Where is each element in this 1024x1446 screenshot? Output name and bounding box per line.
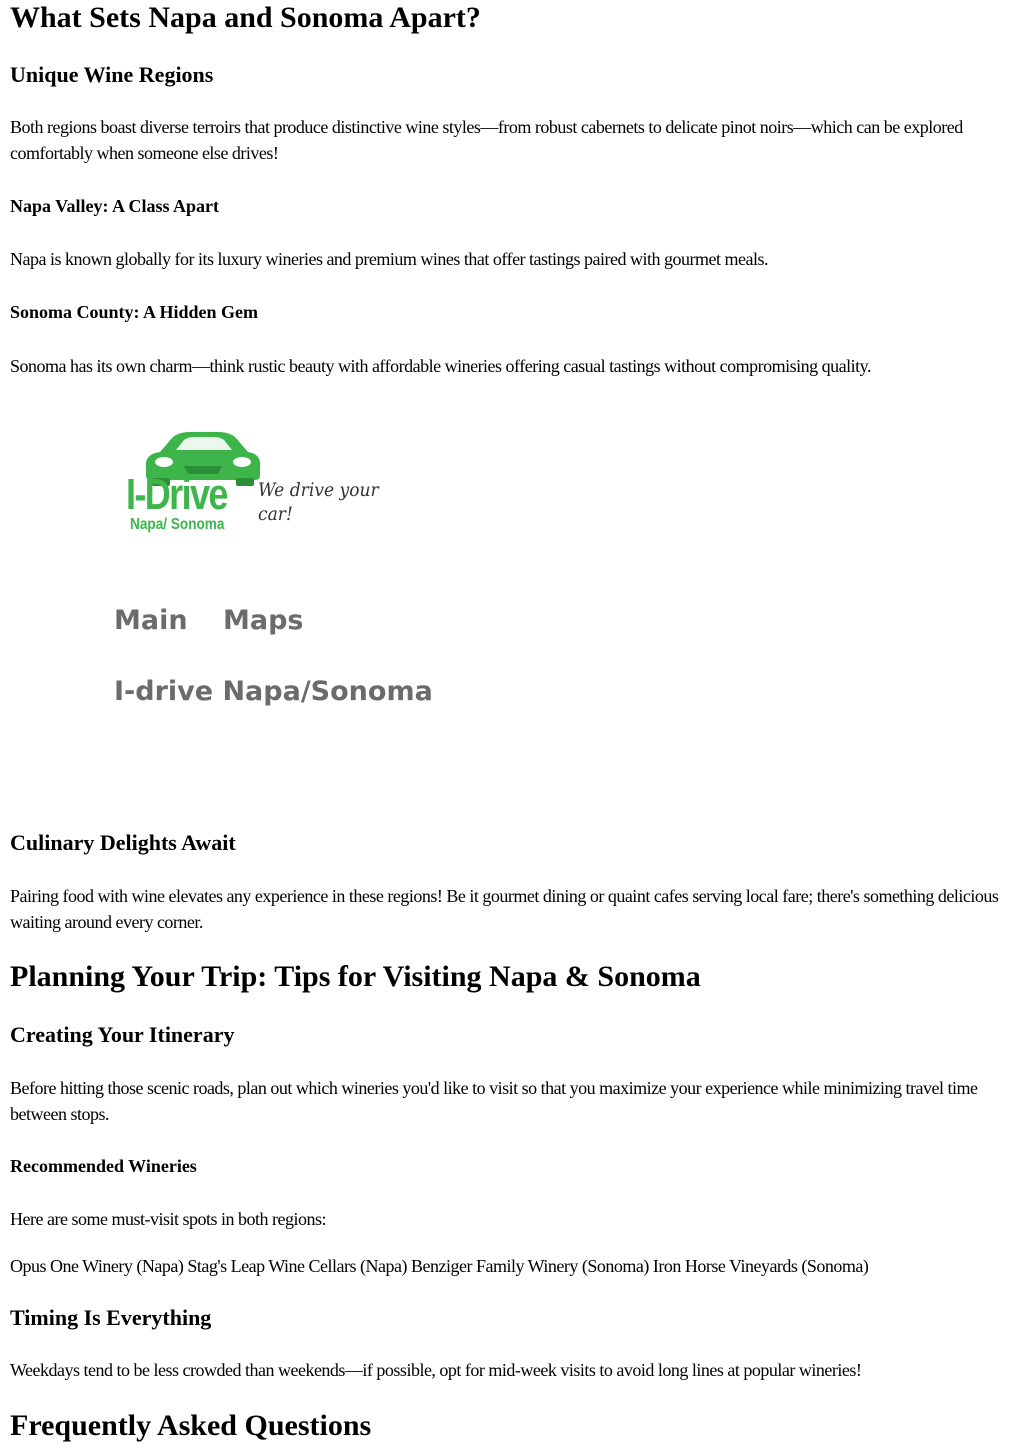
paragraph-wineries-intro: Here are some must-visit spots in both regions: [10, 1209, 326, 1229]
logo-subtitle: Napa/ Sonoma [130, 516, 225, 533]
paragraph-unique-wine-regions: Both regions boast diverse terroirs that produce distinctive wine styles—from robust cabernets to delicate pinot noirs—which can be explored comfortably when someone else drives! [10, 117, 963, 163]
heading-unique-wine-regions: Unique Wine Regions [10, 62, 214, 87]
heading-sonoma-county: Sonoma County: A Hidden Gem [10, 302, 259, 322]
heading-culinary-delights: Culinary Delights Await [10, 830, 236, 855]
idrive-logo[interactable] [120, 428, 410, 538]
paragraph-creating-itinerary: Before hitting those scenic roads, plan out which wineries you'd like to visit so that you maximize your experience while minimizing travel time between stops. [10, 1078, 978, 1124]
heading-timing-is-everything: Timing Is Everything [10, 1305, 212, 1330]
paragraph-timing: Weekdays tend to be less crowded than weekends—if possible, opt for mid-week visits to avoid long lines at popular wineries! [10, 1360, 862, 1380]
nav-link-main[interactable]: Main [114, 605, 188, 636]
wineries-list: Opus One Winery (Napa) Stag's Leap Wine Cellars (Napa) Benziger Family Winery (Sonoma) Iron Horse Vineyards (Sonoma) [10, 1256, 869, 1276]
section-title-planning-trip: Planning Your Trip: Tips for Visiting Napa & Sonoma [10, 960, 701, 993]
heading-creating-itinerary: Creating Your Itinerary [10, 1022, 235, 1047]
site-name-link[interactable]: I-drive Napa/Sonoma [114, 676, 433, 707]
paragraph-sonoma-county: Sonoma has its own charm—think rustic beauty with affordable wineries offering casual tastings without compromising quality. [10, 356, 871, 376]
paragraph-napa-valley: Napa is known globally for its luxury wineries and premium wines that offer tastings paired with gourmet meals. [10, 249, 768, 269]
heading-napa-valley: Napa Valley: A Class Apart [10, 196, 220, 216]
paragraph-culinary-delights: Pairing food with wine elevates any experience in these regions! Be it gourmet dining or quaint cafes serving local fare; there's something delicious waiting around every corner. [10, 886, 999, 932]
logo-tagline: We drive your car! [258, 479, 379, 525]
section-title-napa-sonoma-apart: What Sets Napa and Sonoma Apart? [10, 1, 481, 34]
nav-link-maps[interactable]: Maps [223, 605, 304, 636]
heading-recommended-wineries: Recommended Wineries [10, 1156, 197, 1176]
section-title-faq: Frequently Asked Questions [10, 1409, 372, 1442]
logo-wordmark: I-Drive [126, 470, 227, 519]
